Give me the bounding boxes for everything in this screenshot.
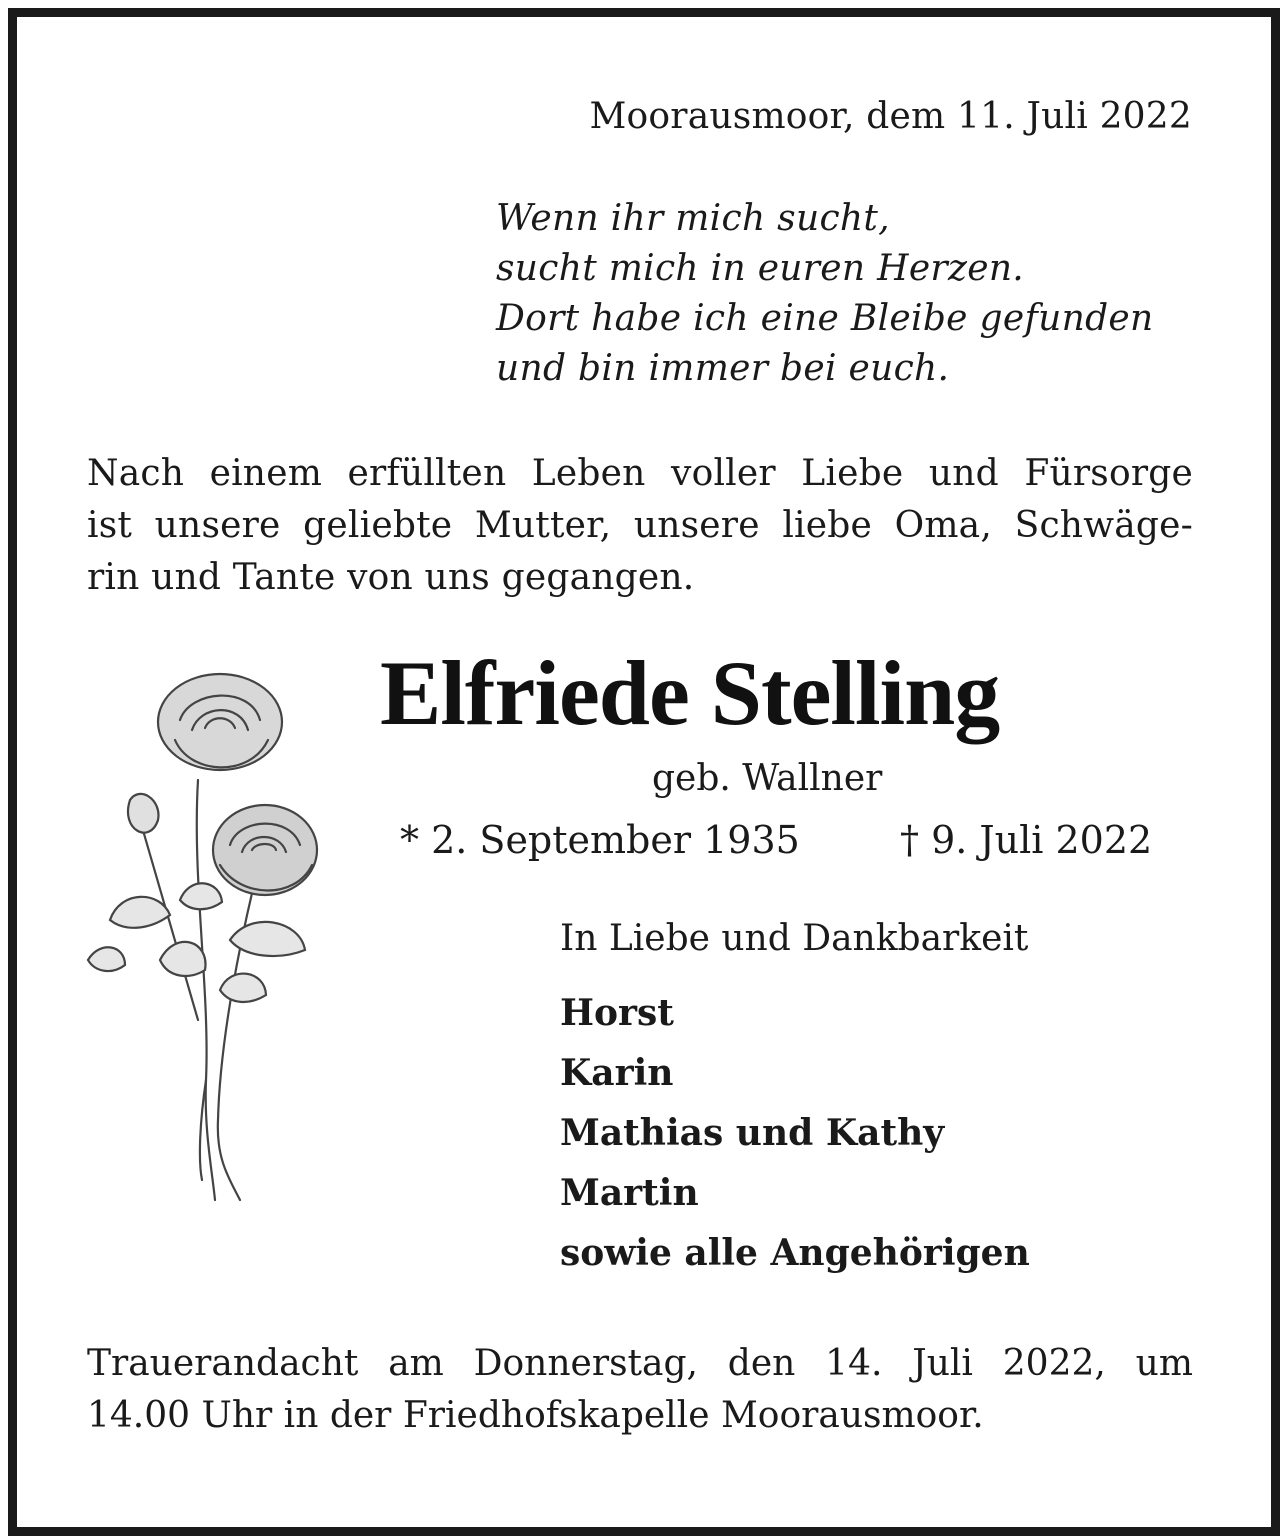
poem-line: Dort habe ich eine Bleibe gefunden (496, 298, 1154, 339)
family-member: Horst (560, 992, 674, 1034)
birth-date: * 2. September 1935 (400, 818, 800, 862)
maiden-name: geb. Wallner (652, 758, 883, 799)
family-member: sowie alle Angehörigen (560, 1232, 1030, 1274)
rose-drawing-icon (80, 660, 340, 1220)
family-list (560, 990, 1030, 1290)
place-date: Moorausmoor, dem 11. Juli 2022 (589, 96, 1192, 137)
service-line: 14.00 Uhr in der Friedhofskapelle Moorausmoor. (87, 1395, 984, 1436)
deceased-name: Elfriede Stelling (380, 642, 1000, 744)
intro-line: ist unsere geliebte Mutter, unsere liebe Oma, Schwäge- (87, 505, 1193, 546)
intro-line: Nach einem erfüllten Leben voller Liebe und Fürsorge (87, 453, 1193, 494)
intro-line: rin und Tante von uns gegangen. (87, 557, 695, 598)
thanks-line: In Liebe und Dankbarkeit (560, 918, 1029, 959)
family-member: Martin (560, 1172, 699, 1214)
service-info (87, 1338, 1193, 1442)
poem-line: und bin immer bei euch. (496, 348, 950, 389)
poem (496, 194, 1154, 394)
family-member: Karin (560, 1052, 674, 1094)
death-date: † 9. Juli 2022 (900, 818, 1153, 862)
intro-text (87, 448, 1193, 604)
poem-line: sucht mich in euren Herzen. (496, 248, 1025, 289)
service-line: Trauerandacht am Donnerstag, den 14. Juli 2022, um (87, 1343, 1193, 1384)
poem-line: Wenn ihr mich sucht, (496, 198, 890, 239)
family-member: Mathias und Kathy (560, 1112, 945, 1154)
